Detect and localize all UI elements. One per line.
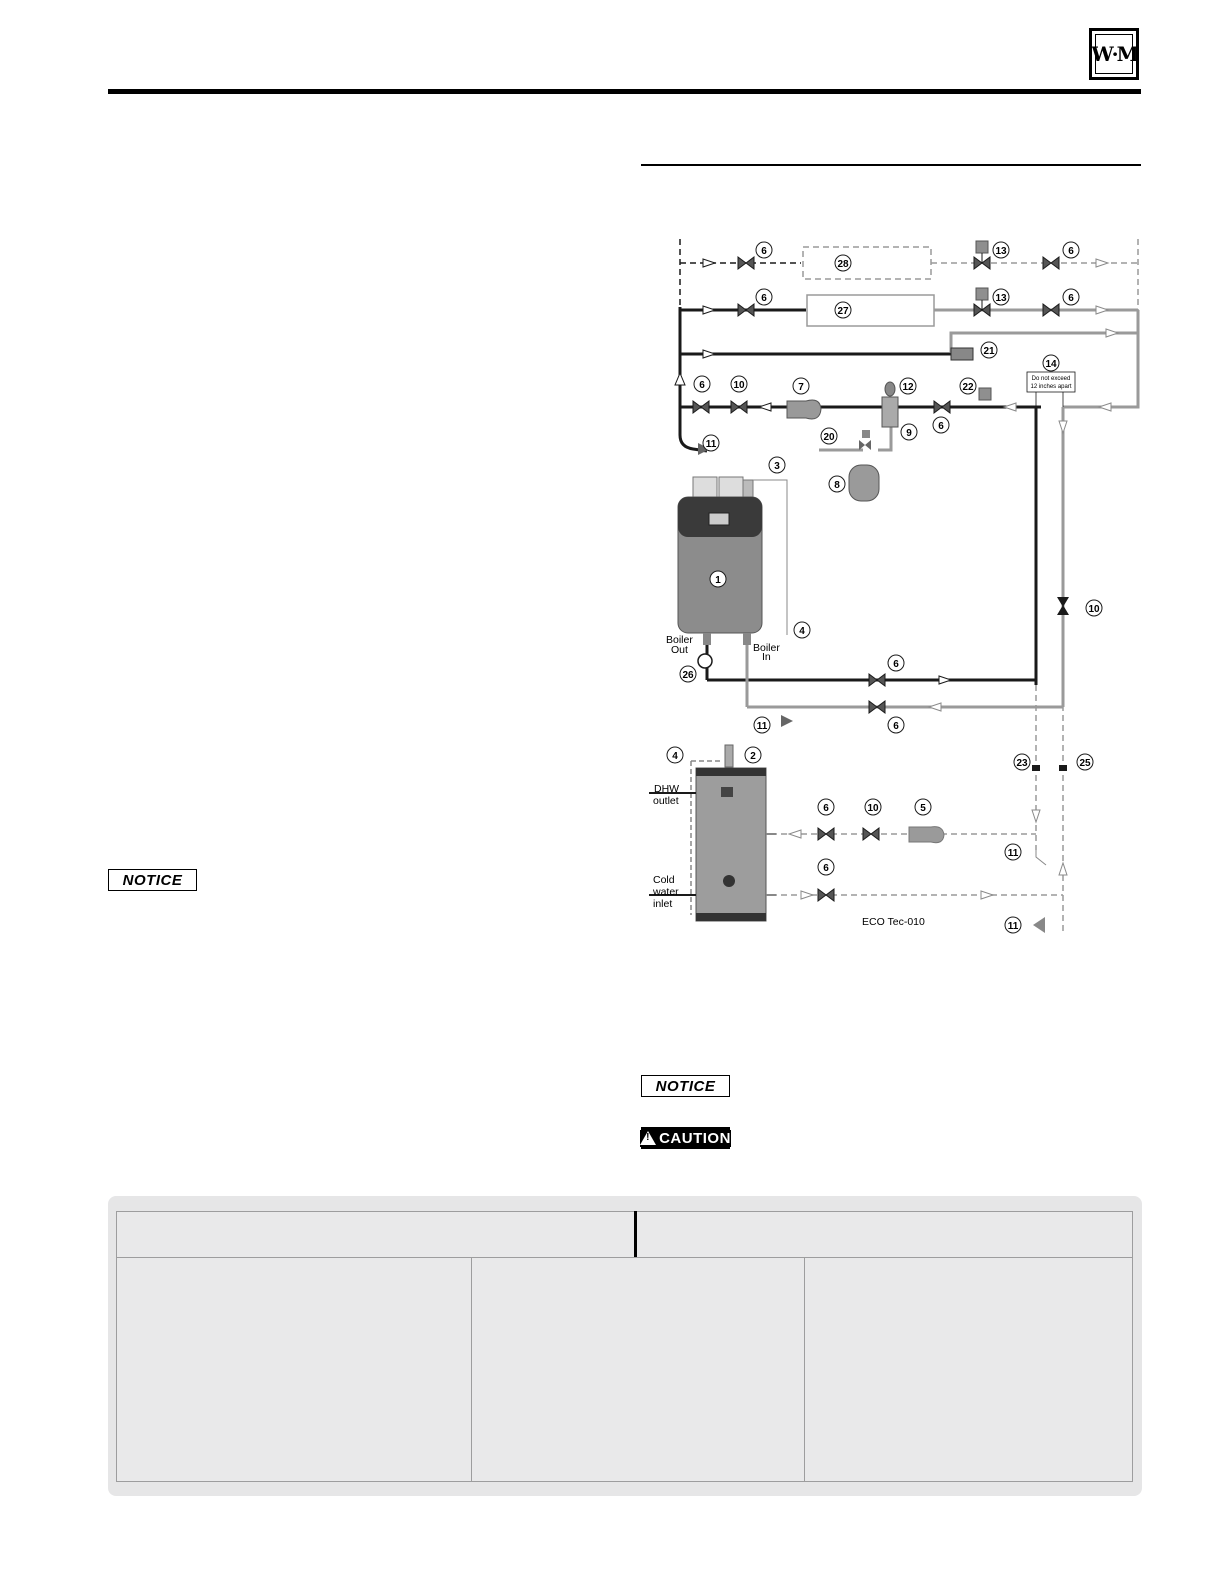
callout-6: 6 — [823, 803, 829, 814]
caution-tag — [641, 1127, 730, 1149]
caution-label: CAUTION — [659, 1129, 731, 1147]
return-piping — [747, 310, 1138, 707]
notice-label: NOTICE — [655, 1077, 716, 1095]
callout-3: 3 — [774, 461, 780, 472]
callout-13: 13 — [995, 246, 1007, 257]
air-separator — [882, 397, 898, 427]
callout-8: 8 — [834, 480, 840, 491]
panel-header-cell-right — [634, 1211, 1133, 1259]
callout-25: 25 — [1079, 758, 1091, 769]
tee-note-line-1: Do not exceed — [1031, 376, 1071, 382]
boiler-out-label-2: Out — [671, 644, 688, 656]
panel-body-cell-2 — [471, 1257, 806, 1482]
figure-id-label: ECO Tec-010 — [862, 916, 925, 928]
callout-6: 6 — [761, 293, 767, 304]
dhw-circulator — [909, 827, 944, 843]
callout-6: 6 — [823, 863, 829, 874]
section-rule — [641, 164, 1141, 166]
piping-diagram — [641, 225, 1151, 945]
panel-body-cell-1 — [116, 1257, 473, 1482]
notice-tag-left — [108, 869, 197, 891]
callout-10: 10 — [1088, 604, 1100, 615]
callout-28: 28 — [837, 259, 849, 270]
header-rule — [108, 89, 1141, 94]
callout-6: 6 — [699, 380, 705, 391]
callout-11: 11 — [705, 439, 717, 450]
warning-triangle-icon — [640, 1131, 656, 1145]
boiler-out-label: Boiler — [666, 634, 693, 646]
callout-6: 6 — [893, 659, 899, 670]
callout-12: 12 — [902, 382, 914, 393]
callout-2: 2 — [750, 751, 756, 762]
callout-23: 23 — [1016, 758, 1028, 769]
dhw-outlet-label: DHW — [654, 783, 680, 795]
callout-6: 6 — [761, 246, 767, 257]
notice-label: NOTICE — [122, 871, 183, 889]
callout-13: 13 — [995, 293, 1007, 304]
callout-4: 4 — [672, 751, 678, 762]
callout-6: 6 — [893, 721, 899, 732]
panel-body-cell-3 — [804, 1257, 1133, 1482]
callout-10: 10 — [733, 380, 745, 391]
callout-7: 7 — [798, 382, 804, 393]
bottom-info-panel — [108, 1196, 1142, 1496]
expansion-tank — [849, 465, 879, 501]
callout-20: 20 — [823, 432, 835, 443]
boiler-in-label: Boiler — [753, 642, 780, 654]
logo-text: W·M — [1095, 34, 1133, 74]
boiler-in-label-2: In — [762, 651, 771, 663]
callout-11: 11 — [1007, 921, 1019, 932]
manufacturer-logo — [1089, 28, 1139, 80]
notice-tag-right — [641, 1075, 730, 1097]
dhw-tank — [696, 745, 766, 921]
panel-header-divider — [634, 1211, 637, 1259]
panel-header-cell-left — [116, 1211, 636, 1259]
cold-inlet-label-2: water — [653, 886, 679, 898]
callout-27: 27 — [837, 306, 849, 317]
callout-6: 6 — [938, 421, 944, 432]
callout-14: 14 — [1045, 359, 1057, 370]
callout-9: 9 — [906, 428, 912, 439]
callout-21: 21 — [983, 346, 995, 357]
callout-11: 11 — [756, 721, 768, 732]
callout-11: 11 — [1007, 848, 1019, 859]
callout-26: 26 — [682, 670, 694, 681]
callout-6: 6 — [1068, 293, 1074, 304]
callout-4: 4 — [799, 626, 805, 637]
callout-10: 10 — [867, 803, 879, 814]
cold-inlet-label: Cold — [653, 874, 675, 886]
callout-22: 22 — [962, 382, 974, 393]
callout-6: 6 — [1068, 246, 1074, 257]
callout-5: 5 — [920, 803, 926, 814]
callout-1: 1 — [715, 575, 721, 586]
dhw-outlet-label-2: outlet — [653, 795, 679, 807]
system-circulator — [787, 400, 821, 419]
tee-note-line-2: 12 inches apart — [1030, 384, 1072, 390]
cold-inlet-label-3: inlet — [653, 898, 673, 910]
